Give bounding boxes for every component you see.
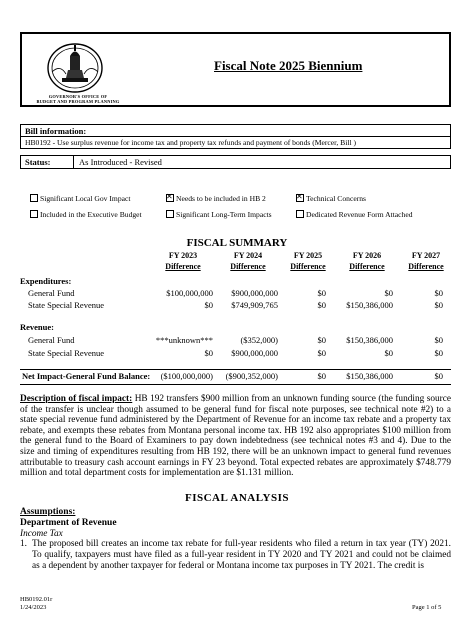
item-text: The proposed bill creates an income tax rebate for full-year residents who filed a return in tax year (TY) 2021. To qualify, taxpayers must have filed as a full-year resident in TY 2020 and TY 2021 and could not be claimed as a dependent by another taxpayer for federal or Montana income tax purposes in TY 2021. The credit is [32,539,451,571]
table-cell: $0 [384,288,393,298]
table-cell: $100,000,000 [166,288,213,298]
footer-date: 1/24/2023 [20,604,47,611]
checkbox-box[interactable] [30,210,38,218]
office-name-line1: GOVERNOR'S OFFICE OF [48,94,108,99]
table-cell: $150,386,000 [346,335,393,345]
column-sub: Difference [290,262,326,271]
fiscal-summary-title: FISCAL SUMMARY [186,237,288,249]
column-sub: Difference [165,262,201,271]
table-cell: $0 [204,348,213,358]
table-cell: $150,386,000 [346,300,393,310]
row-label: General Fund [28,335,75,345]
net-impact-cell: $150,386,000 [346,371,393,381]
column-fy: FY 2024 [233,251,263,260]
column-sub: Difference [230,262,266,271]
column-fy: FY 2023 [168,251,198,260]
assumptions-heading: Assumptions: [20,507,76,517]
document-title: Fiscal Note 2025 Biennium [214,58,363,73]
column-sub: Difference [408,262,444,271]
checkbox-label: Significant Long-Term Impacts [176,210,272,219]
bill-information-heading: Bill information: [20,124,451,137]
table-cell: $0 [434,288,443,298]
revenue-label: Revenue: [20,322,54,332]
table-cell: $0 [317,288,326,298]
table-cell: $0 [204,300,213,310]
row-label: State Special Revenue [28,300,105,310]
checkbox-box-checked[interactable] [296,194,304,202]
checkbox-box[interactable] [166,210,174,218]
status-value: As Introduced - Revised [79,157,162,167]
row-label: State Special Revenue [28,348,105,358]
net-impact-cell: $0 [434,371,443,381]
income-tax-subheading: Income Tax [20,529,63,539]
expenditures-label: Expenditures: [20,276,72,286]
table-cell: $900,000,000 [231,288,278,298]
table-cell: $0 [317,335,326,345]
checkbox-label: Needs to be included in HB 2 [176,194,266,203]
table-cell: $0 [434,300,443,310]
bill-description: HB0192 - Use surplus revenue for income tax and property tax refunds and payment of bonds (Mercer, Bill ) [20,136,451,149]
column-fy: FY 2026 [352,251,382,260]
table-cell: $0 [317,300,326,310]
checkbox-dedicated-revenue[interactable] [296,210,413,219]
checkbox-label: Significant Local Gov Impact [40,194,131,203]
checkbox-hb2[interactable] [166,194,266,203]
table-cell: $749,909,765 [231,300,278,310]
net-impact-cell: $0 [317,371,326,381]
checkbox-label: Included in the Executive Budget [40,210,142,219]
fiscal-impact-text: HB 192 transfers $900 million from an unknown funding source (the funding source of the transfer is unclear though assumed to be general fund for fiscal note purposes, see technical note #2) to a state special revenue fund administered by the Department of Revenue for an income tax rebate and a property tax rebate, and exempts these rebates from Montana personal income tax. HB 192 also appropriates $100 million from the general fund to the Board of Examiners to pay down indebtedness (see technical notes #3 and 4). Due to the size and timing of expenditures resulting from HB 192, there will be an unknown impact to general fund revenues attributable to treasury cash account earnings in FY 23 beyond. Total expected rebates are approximately $748.779 million and total department costs for implementation are $1.131 million. [20,394,451,479]
table-cell: $900,000,000 [231,348,278,358]
fiscal-impact-paragraph [20,394,451,479]
status-divider [73,156,74,168]
checkbox-box[interactable] [30,194,38,202]
status-label: Status: [25,157,51,167]
net-impact-label: Net Impact-General Fund Balance: [22,371,151,381]
column-header-fy2024 [218,251,278,271]
fiscal-analysis-title: FISCAL ANALYSIS [185,492,289,504]
item-number: 1. [20,539,27,549]
table-cell: $0 [384,348,393,358]
column-sub: Difference [349,262,385,271]
fiscal-impact-heading: Description of fiscal impact: [20,394,133,404]
checkbox-technical-concerns[interactable] [296,194,366,203]
table-cell: ($352,000) [240,335,278,345]
checkbox-executive-budget[interactable] [30,210,142,219]
table-cell: $0 [317,348,326,358]
table-cell: $0 [434,335,443,345]
checkbox-label: Technical Concerns [306,194,366,203]
table-cell: ***unknown*** [155,335,213,345]
checkbox-long-term-impacts[interactable] [166,210,272,219]
office-name-line2: BUDGET AND PROGRAM PLANNING [36,99,120,104]
column-header-fy2023 [153,251,213,271]
status-row [20,155,451,169]
row-label: General Fund [28,288,75,298]
department-heading: Department of Revenue [20,518,117,528]
footer-code: HB0192.01r [20,596,53,603]
page-number: Page 1 of 5 [412,604,442,611]
column-fy: FY 2025 [293,251,323,260]
checkbox-label: Dedicated Revenue Form Attached [306,210,413,219]
checkbox-box[interactable] [296,210,304,218]
column-header-fy2026 [337,251,397,271]
column-header-fy2027 [396,251,456,271]
governor-office-seal-logo [40,42,110,94]
column-fy: FY 2027 [411,251,441,260]
column-header-fy2025 [278,251,338,271]
table-cell: $0 [434,348,443,358]
net-impact-cell: ($100,000,000) [160,371,213,381]
checkbox-box-checked[interactable] [166,194,174,202]
checkbox-local-gov-impact[interactable] [30,194,130,203]
net-impact-cell: ($900,352,000) [225,371,278,381]
